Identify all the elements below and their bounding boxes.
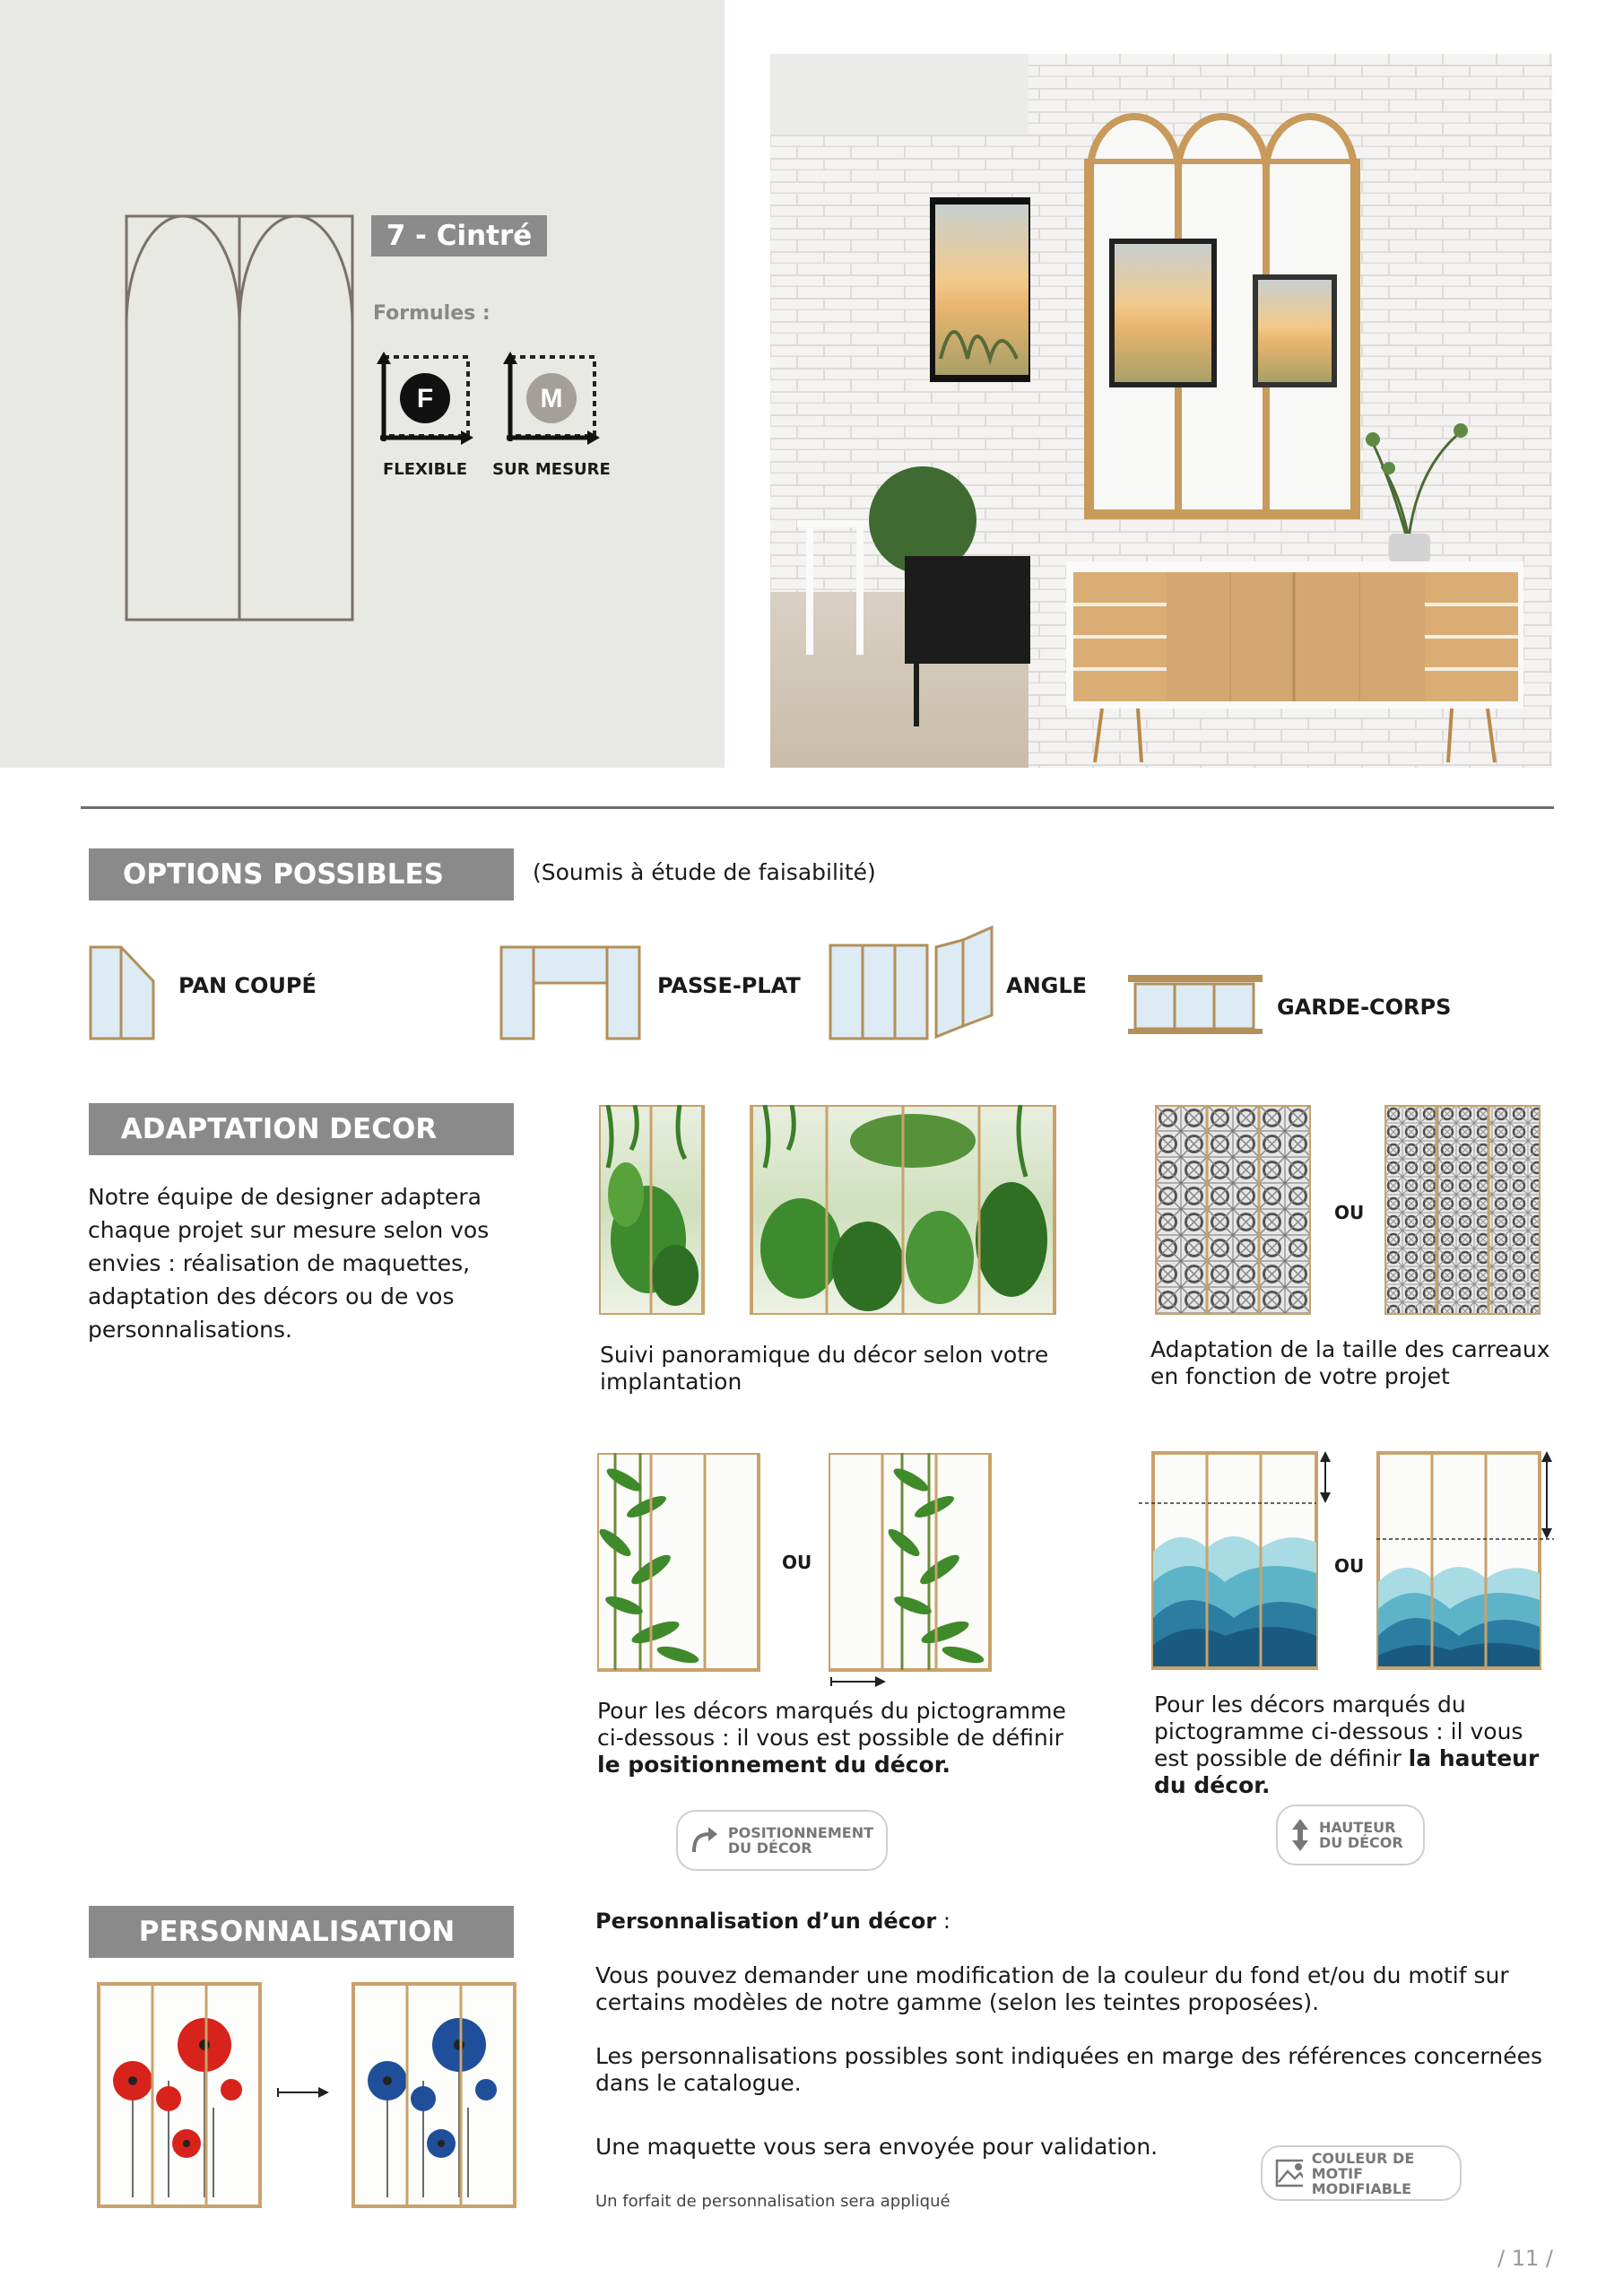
height-arrow-icon [1290,1818,1310,1852]
formules-label: Formules : [373,302,490,325]
color-swatch-icon [1275,2159,1303,2187]
decor-position-right-image [829,1453,994,1672]
section-divider [81,806,1554,809]
personnalisation-subtitle: Personnalisation d’un décor : [595,1909,950,1934]
passe-plat-drawing [499,945,641,1040]
tiles-ou-label: OU [1334,1202,1365,1223]
poppies-red-image [97,1982,262,2208]
position-caption: Pour les décors marqués du pictogramme ci-dessous : il vous est possible de définir le positionnement du décor. [597,1698,1066,1778]
pan-coupe-drawing [89,945,155,1040]
flexible-icon [375,352,475,450]
decor-height-low-image [1139,1448,1334,1672]
option-garde-corps: GARDE-CORPS [1277,995,1452,1020]
option-pan-coupe: PAN COUPÉ [178,973,317,998]
model-title: 7 - Cintré [371,215,547,257]
sur-mesure-icon [501,352,602,450]
options-note: (Soumis à étude de faisabilité) [533,859,876,885]
adaptation-text: Notre équipe de designer adaptera chaque projet sur mesure selon vos envies : réalisation de maquettes, adaptation des décors ou de vos personnalisations. [88,1184,490,1343]
positioning-arrow-icon [690,1825,719,1856]
personnalisation-p2: Les personnalisations possibles sont indiquées en marge des références concernées dans le catalogue. [595,2043,1543,2096]
svg-text:F: F [416,384,434,413]
panoramic-decor-image [599,1105,1056,1315]
shift-right-arrow-icon [830,1675,886,1688]
svg-text:M: M [540,384,563,413]
options-title: OPTIONS POSSIBLES [89,848,514,900]
tiles-small-image [1384,1105,1541,1315]
couleur-motif-badge: COULEUR DE MOTIF MODIFIABLE [1261,2145,1462,2201]
positionnement-badge: POSITIONNEMENT DU DÉCOR [676,1810,888,1871]
position-ou-label: OU [782,1552,812,1573]
transform-arrow-icon [277,2086,329,2099]
angle-drawing [829,926,994,1040]
page-number: / 11 / [1497,2246,1553,2271]
room-photo [770,54,1552,768]
garde-corps-drawing [1128,973,1263,1036]
hauteur-badge: HAUTEUR DU DÉCOR [1276,1805,1425,1866]
flexible-label: FLEXIBLE [382,460,468,479]
option-passe-plat: PASSE-PLAT [657,973,801,998]
height-ou-label: OU [1334,1555,1365,1577]
tiles-large-image [1155,1105,1311,1315]
poppies-blue-image [352,1982,516,2208]
sur-mesure-label: SUR MESURE [492,460,611,479]
decor-height-high-image [1376,1448,1556,1672]
personnalisation-p1: Vous pouvez demander une modification de la couleur du fond et/ou du motif sur certains modèles de notre gamme (selon les teintes proposées). [595,1962,1509,2015]
personnalisation-footnote: Un forfait de personnalisation sera appliqué [595,2192,950,2211]
adaptation-title: ADAPTATION DECOR [89,1103,514,1155]
decor-position-left-image [597,1453,762,1672]
model-panel [0,0,725,768]
personnalisation-title: PERSONNALISATION [89,1906,514,1958]
personnalisation-p3: Une maquette vous sera envoyée pour validation. [595,2134,1159,2160]
height-caption: Pour les décors marqués du pictogramme ci-dessous : il vous est possible de définir la hauteur du décor. [1154,1692,1540,1798]
cintre-arch-drawing [124,213,355,622]
panoramic-caption: Suivi panoramique du décor selon votre implantation [600,1342,1049,1395]
option-angle: ANGLE [1006,973,1088,998]
tiles-caption: Adaptation de la taille des carreaux en fonction de votre projet [1150,1336,1550,1389]
